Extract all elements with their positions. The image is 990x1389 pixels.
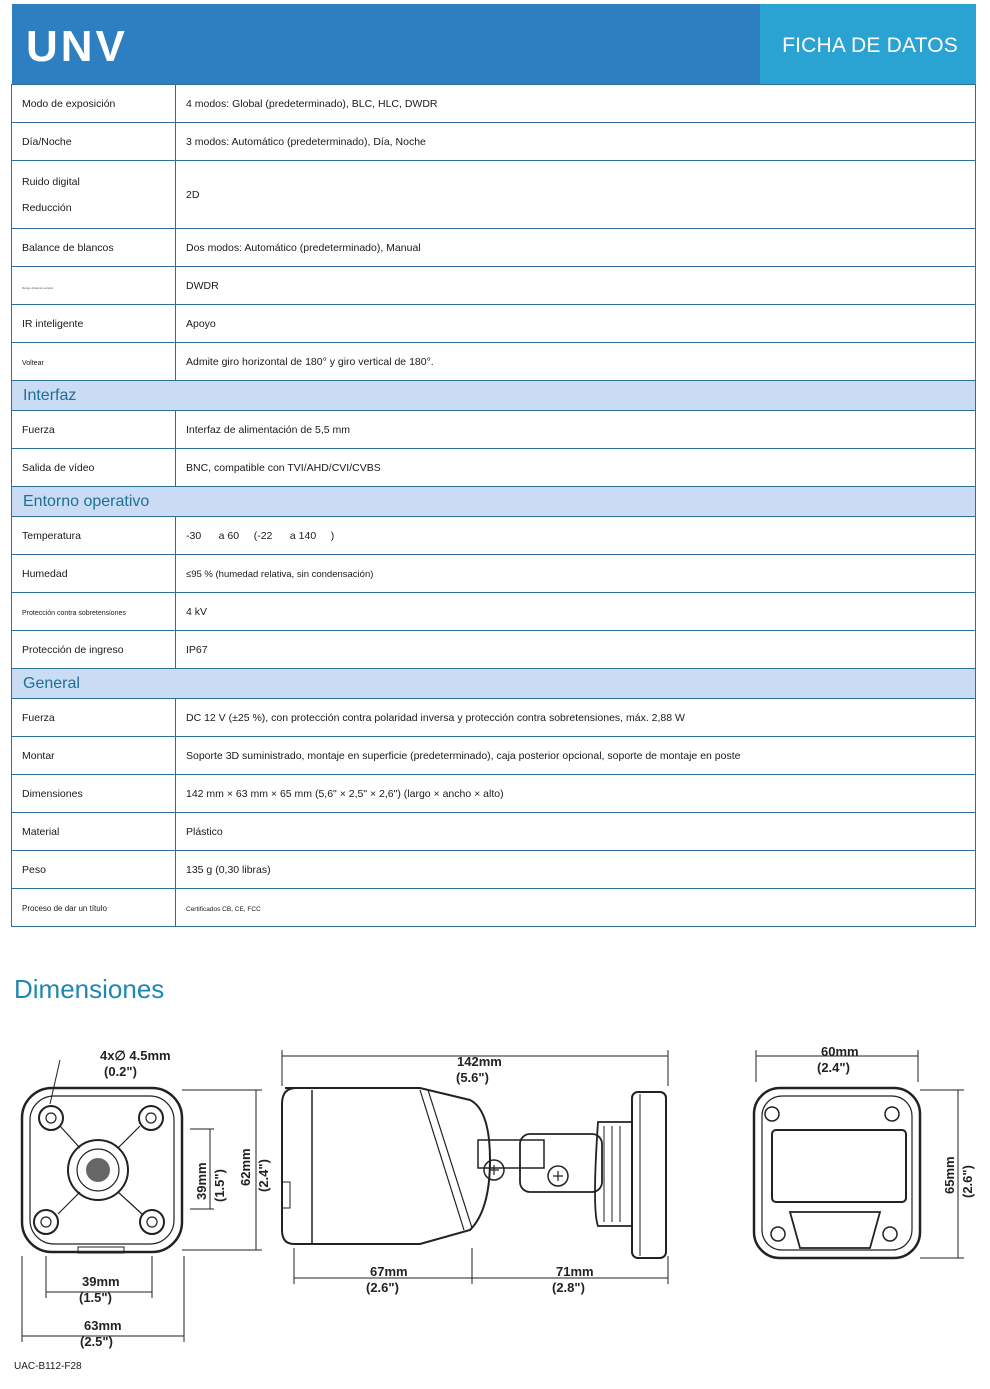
table-row bbox=[12, 593, 976, 631]
table-row bbox=[12, 889, 976, 927]
label-holes: 4x∅ 4.5mm bbox=[100, 1048, 171, 1063]
spec-key: Rango dinámico amplio bbox=[22, 285, 54, 290]
spec-key: Día/Noche bbox=[12, 123, 176, 161]
unv-logo: UNV bbox=[26, 22, 128, 71]
label-side-len-in: (5.6") bbox=[456, 1070, 489, 1085]
table-row bbox=[12, 737, 976, 775]
spec-value: 2D bbox=[176, 161, 976, 229]
spec-value-cell bbox=[176, 889, 976, 927]
table-row bbox=[12, 343, 976, 381]
label-front-inner-w-in: (1.5") bbox=[79, 1290, 112, 1305]
spec-value: 4 modos: Global (predeterminado), BLC, HLC, DWDR bbox=[176, 85, 976, 123]
spec-value: -30 a 60 (-22 a 140 ) bbox=[176, 517, 976, 555]
spec-value: ≤95 % (humedad relativa, sin condensación) bbox=[186, 568, 374, 580]
spec-key-cell bbox=[12, 267, 176, 305]
spec-value: Soporte 3D suministrado, montaje en superficie (predeterminado), caja posterior opcional, soporte de montaje en poste bbox=[176, 737, 976, 775]
spec-value: 142 mm × 63 mm × 65 mm (5,6" × 2,5" × 2,6") (largo × ancho × alto) bbox=[176, 775, 976, 813]
rear-labels bbox=[817, 1044, 975, 1198]
label-side-a: 67mm bbox=[370, 1264, 408, 1279]
spec-value: BNC, compatible con TVI/AHD/CVI/CVBS bbox=[176, 449, 976, 487]
label-front-h: 62mm bbox=[238, 1148, 253, 1186]
table-row bbox=[12, 851, 976, 889]
side-labels bbox=[366, 1054, 594, 1295]
label-front-w: 63mm bbox=[84, 1318, 122, 1333]
section-row bbox=[12, 669, 976, 699]
document-code: UAC-B112-F28 bbox=[14, 1361, 82, 1372]
datasheet-header bbox=[12, 4, 976, 84]
spec-value: DC 12 V (±25 %), con protección contra polaridad inversa y protección contra sobretensiones, máx. 2,88 W bbox=[176, 699, 976, 737]
spec-value: 135 g (0,30 libras) bbox=[176, 851, 976, 889]
label-front-inner-h: 39mm bbox=[194, 1162, 209, 1200]
spec-key: Fuerza bbox=[12, 699, 176, 737]
spec-key: Humedad bbox=[12, 555, 176, 593]
spec-key: Peso bbox=[12, 851, 176, 889]
banner bbox=[760, 4, 976, 84]
spec-key-cell bbox=[12, 161, 176, 229]
spec-value: 4 kV bbox=[176, 593, 976, 631]
table-row bbox=[12, 123, 976, 161]
label-front-w-in: (2.5") bbox=[80, 1334, 113, 1349]
label-holes-in: (0.2") bbox=[104, 1064, 137, 1079]
spec-key-line2: Reducción bbox=[22, 201, 72, 214]
table-row bbox=[12, 449, 976, 487]
spec-value: Plástico bbox=[176, 813, 976, 851]
spec-key: Protección contra sobretensiones bbox=[22, 609, 126, 617]
table-row bbox=[12, 85, 976, 123]
spec-value-cell bbox=[176, 555, 976, 593]
banner-title: FICHA DE DATOS bbox=[782, 34, 958, 57]
spec-key: Material bbox=[12, 813, 176, 851]
spec-key: Balance de blancos bbox=[12, 229, 176, 267]
table-row bbox=[12, 305, 976, 343]
label-side-len: 142mm bbox=[457, 1054, 502, 1069]
label-side-a-in: (2.6") bbox=[366, 1280, 399, 1295]
label-front-h-in: (2.4") bbox=[256, 1159, 271, 1192]
table-row bbox=[12, 517, 976, 555]
spec-value: Admite giro horizontal de 180° y giro vertical de 180°. bbox=[176, 343, 976, 381]
table-row bbox=[12, 229, 976, 267]
spec-key: Proceso de dar un título bbox=[22, 903, 107, 913]
spec-value: DWDR bbox=[176, 267, 976, 305]
table-row bbox=[12, 631, 976, 669]
section-heading-entorno: Entorno operativo bbox=[12, 487, 976, 517]
table-row bbox=[12, 813, 976, 851]
spec-key: Protección de ingreso bbox=[12, 631, 176, 669]
table-row bbox=[12, 555, 976, 593]
spec-key: Montar bbox=[12, 737, 176, 775]
label-side-b-in: (2.8") bbox=[552, 1280, 585, 1295]
rear-view bbox=[754, 1050, 964, 1258]
side-view bbox=[282, 1050, 668, 1284]
section-row bbox=[12, 381, 976, 411]
spec-key: Dimensiones bbox=[12, 775, 176, 813]
label-rear-w: 60mm bbox=[821, 1044, 859, 1059]
spec-value: 3 modos: Automático (predeterminado), Día, Noche bbox=[176, 123, 976, 161]
label-rear-h-in: (2.6") bbox=[960, 1165, 975, 1198]
spec-value: Apoyo bbox=[176, 305, 976, 343]
spec-key: IR inteligente bbox=[12, 305, 176, 343]
spec-value: Dos modos: Automático (predeterminado), Manual bbox=[176, 229, 976, 267]
spec-table bbox=[11, 84, 976, 927]
table-row bbox=[12, 699, 976, 737]
spec-key: Fuerza bbox=[12, 411, 176, 449]
spec-key: Temperatura bbox=[12, 517, 176, 555]
label-rear-w-in: (2.4") bbox=[817, 1060, 850, 1075]
spec-key-cell bbox=[12, 889, 176, 927]
table-row bbox=[12, 775, 976, 813]
label-rear-h: 65mm bbox=[942, 1156, 957, 1194]
label-front-inner-h-in: (1.5") bbox=[212, 1169, 227, 1202]
spec-key-cell bbox=[12, 343, 176, 381]
table-row bbox=[12, 161, 976, 229]
spec-value: IP67 bbox=[176, 631, 976, 669]
spec-key-cell bbox=[12, 593, 176, 631]
spec-key: Ruido digital bbox=[22, 175, 80, 188]
table-row bbox=[12, 411, 976, 449]
spec-value: Certificados CB, CE, FCC bbox=[186, 905, 261, 913]
spec-key: Modo de exposición bbox=[12, 85, 176, 123]
section-row bbox=[12, 487, 976, 517]
dimensions-title: Dimensiones bbox=[14, 974, 165, 1004]
section-heading-interfaz: Interfaz bbox=[12, 381, 976, 411]
spec-value: Interfaz de alimentación de 5,5 mm bbox=[176, 411, 976, 449]
label-front-inner-w: 39mm bbox=[82, 1274, 120, 1289]
section-heading-general: General bbox=[12, 669, 976, 699]
spec-key: Voltear bbox=[22, 359, 44, 367]
dimension-drawing bbox=[0, 1030, 990, 1360]
label-side-b: 71mm bbox=[556, 1264, 594, 1279]
spec-key: Salida de vídeo bbox=[12, 449, 176, 487]
table-row bbox=[12, 267, 976, 305]
